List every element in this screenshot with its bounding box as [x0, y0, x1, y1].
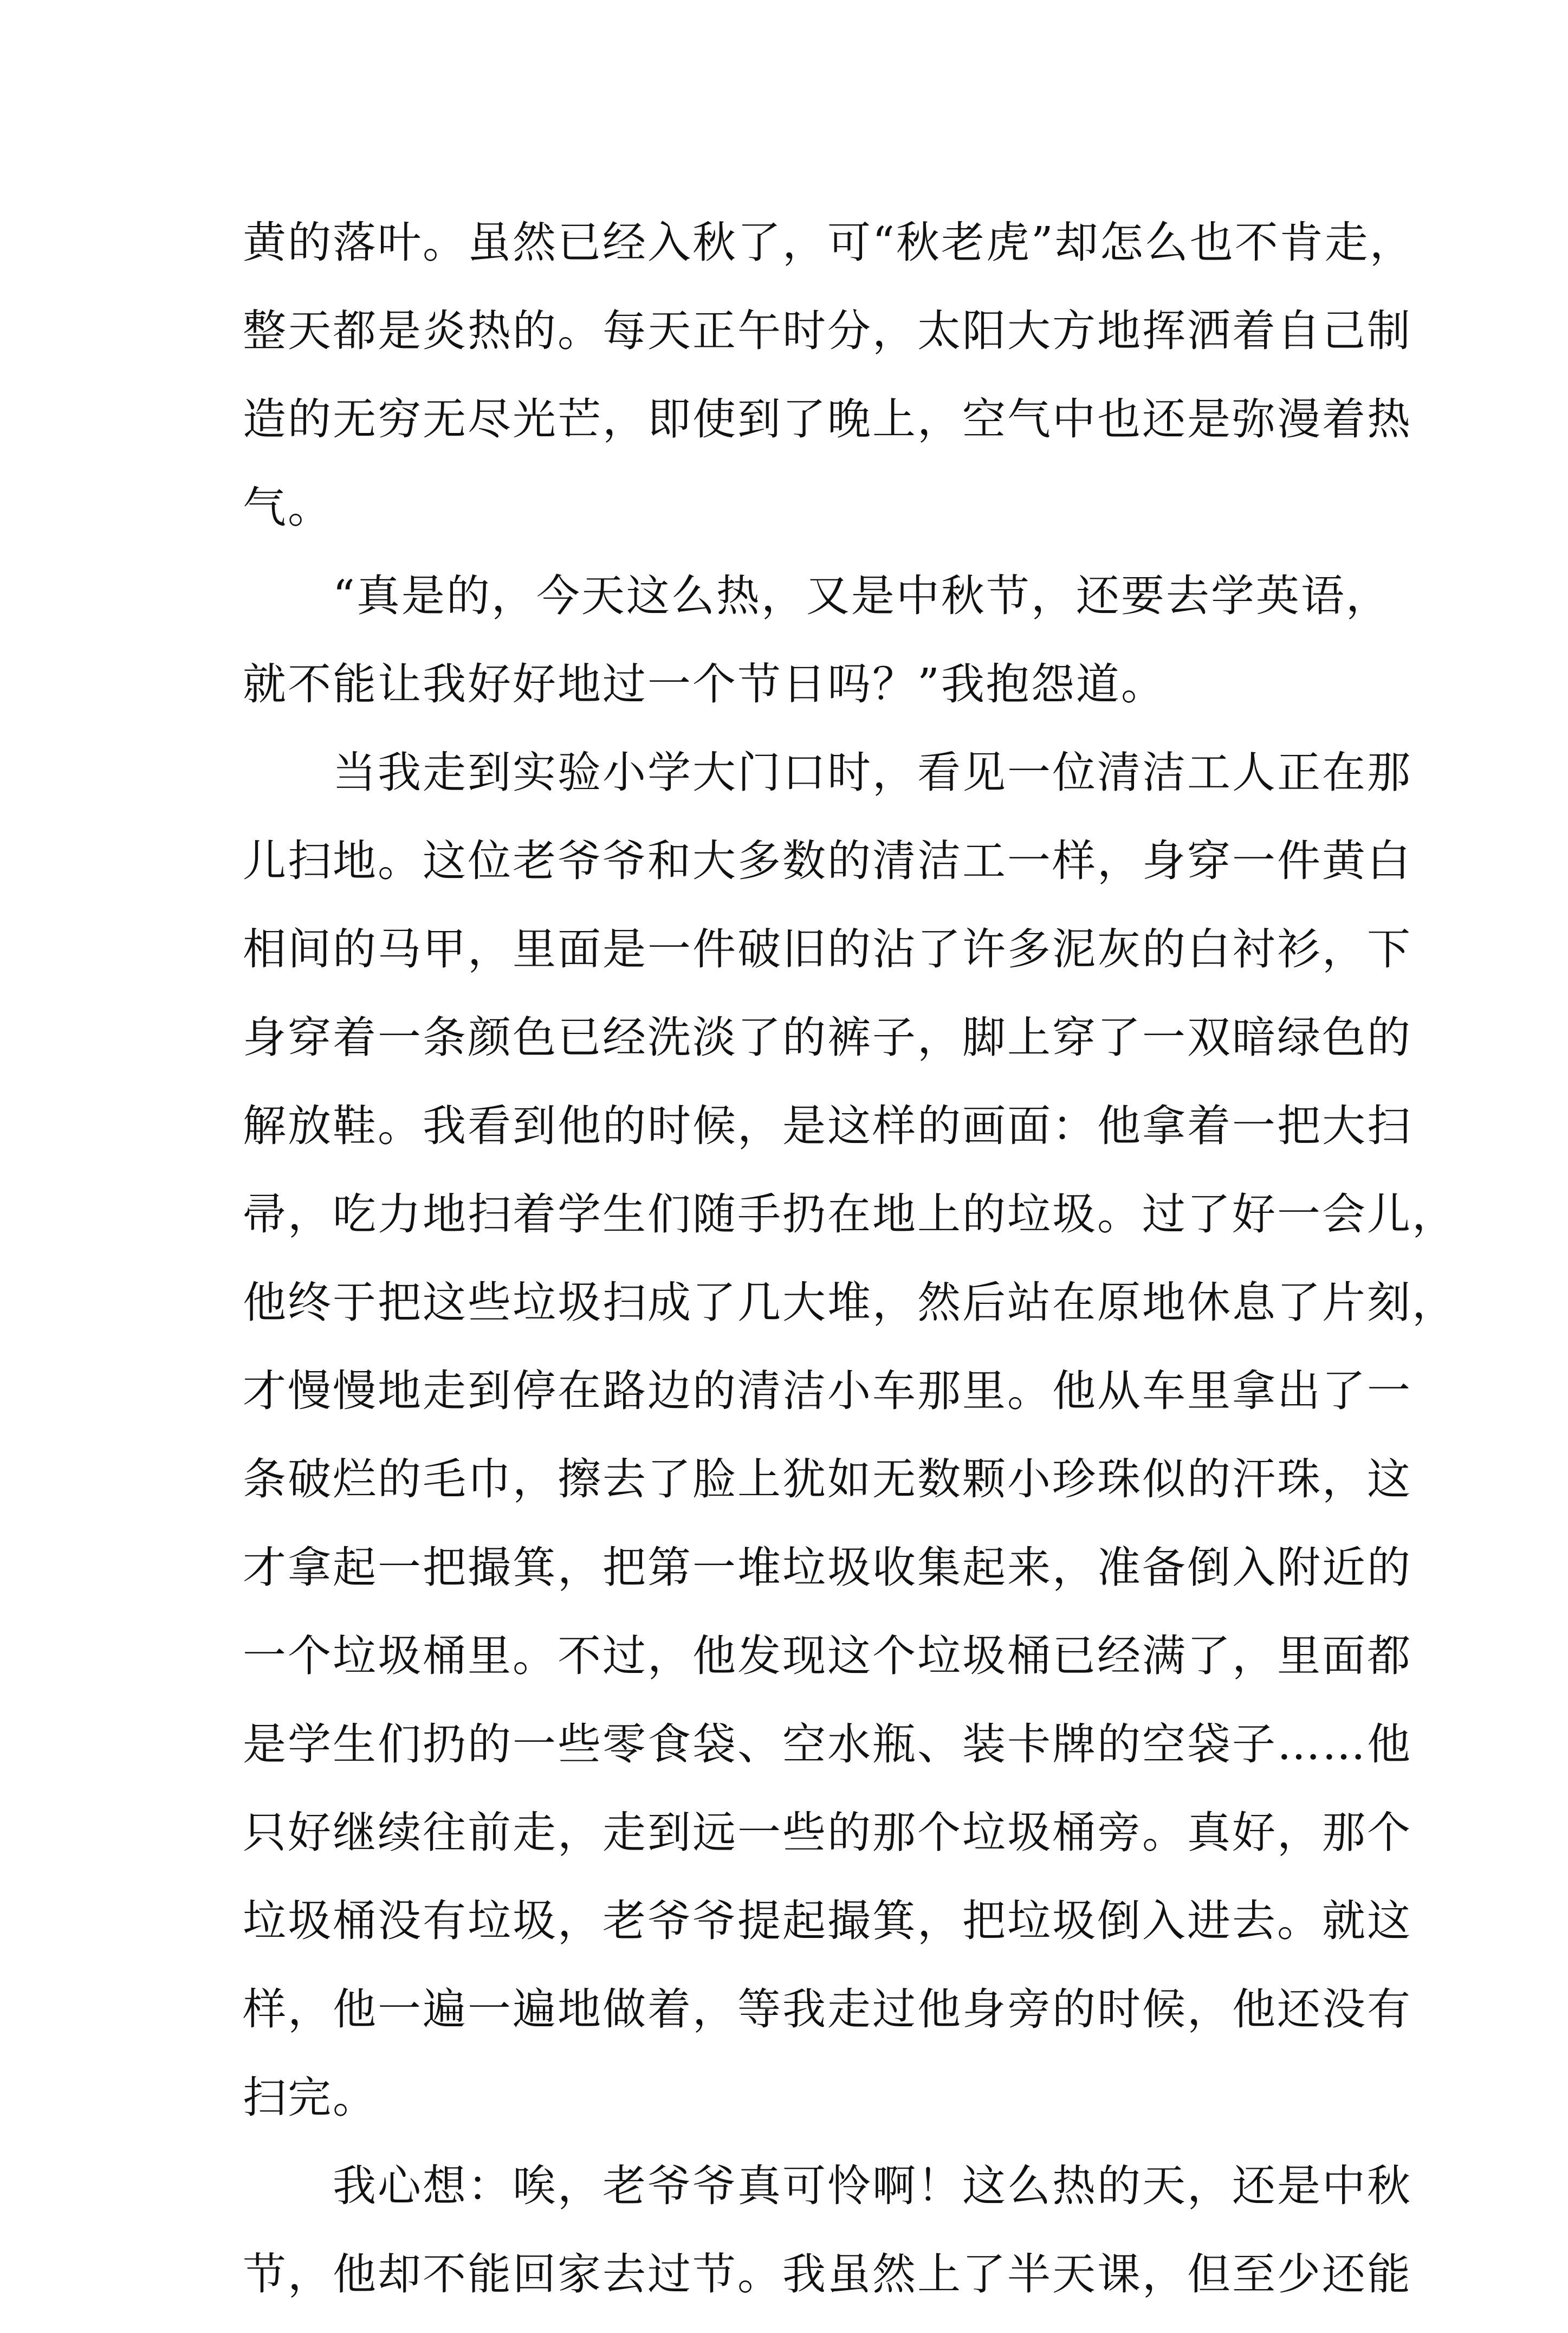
- text-line: 才慢慢地走到停在路边的清洁小车那里。他从车里拿出了一: [243, 1366, 1412, 1416]
- text-line: 相间的马甲，里面是一件破旧的沾了许多泥灰的白衬衫，下: [243, 924, 1412, 974]
- text-line: “真是的，今天这么热，又是中秋节，还要去学英语，: [243, 571, 1391, 621]
- text-line: 条破烂的毛巾，擦去了脸上犹如无数颗小珍珠似的汗珠，这: [243, 1454, 1412, 1504]
- text-line: 一个垃圾桶里。不过，他发现这个垃圾桶已经满了，里面都: [243, 1631, 1412, 1681]
- text-line: 只好继续往前走，走到远一些的那个垃圾桶旁。真好，那个: [243, 1807, 1412, 1858]
- text-line: 黄的落叶。虽然已经入秋了，可“秋老虎”却怎么也不肯走，: [243, 217, 1415, 268]
- text-line: 解放鞋。我看到他的时候，是这样的画面：他拿着一把大扫: [243, 1101, 1412, 1151]
- text-line: 垃圾桶没有垃圾，老爷爷提起撮箕，把垃圾倒入进去。就这: [243, 1896, 1412, 1946]
- text-line: 才拿起一把撮箕，把第一堆垃圾收集起来，准备倒入附近的: [243, 1542, 1412, 1593]
- text-line: 造的无穷无尽光芒，即使到了晚上，空气中也还是弥漫着热: [243, 394, 1412, 444]
- text-line: 他终于把这些垃圾扫成了几大堆，然后站在原地休息了片刻，: [243, 1277, 1457, 1328]
- document-body: [243, 213, 1457, 2333]
- text-line: 整天都是炎热的。每天正午时分，太阳大方地挥洒着自己制: [243, 306, 1412, 356]
- text-line: 就不能让我好好地过一个节日吗？”我抱怨道。: [243, 659, 1166, 709]
- text-line: 是学生们扔的一些零食袋、空水瓶、装卡牌的空袋子……他: [243, 1719, 1412, 1769]
- text-line: 扫完。: [243, 2072, 378, 2123]
- text-line: 气。: [243, 482, 333, 533]
- text-line: 帚，吃力地扫着学生们随手扔在地上的垃圾。过了好一会儿，: [243, 1189, 1457, 1239]
- text-line: 我心想：唉，老爷爷真可怜啊！这么热的天，还是中秋: [243, 2161, 1412, 2211]
- text-line: 节，他却不能回家去过节。我虽然上了半天课，但至少还能: [243, 2249, 1412, 2299]
- text-line: 样，他一遍一遍地做着，等我走过他身旁的时候，他还没有: [243, 1984, 1412, 2034]
- text-line: 儿扫地。这位老爷爷和大多数的清洁工一样，身穿一件黄白: [243, 836, 1412, 886]
- text-line: 当我走到实验小学大门口时，看见一位清洁工人正在那: [243, 747, 1412, 798]
- text-line: 身穿着一条颜色已经洗淡了的裤子，脚上穿了一双暗绿色的: [243, 1012, 1412, 1063]
